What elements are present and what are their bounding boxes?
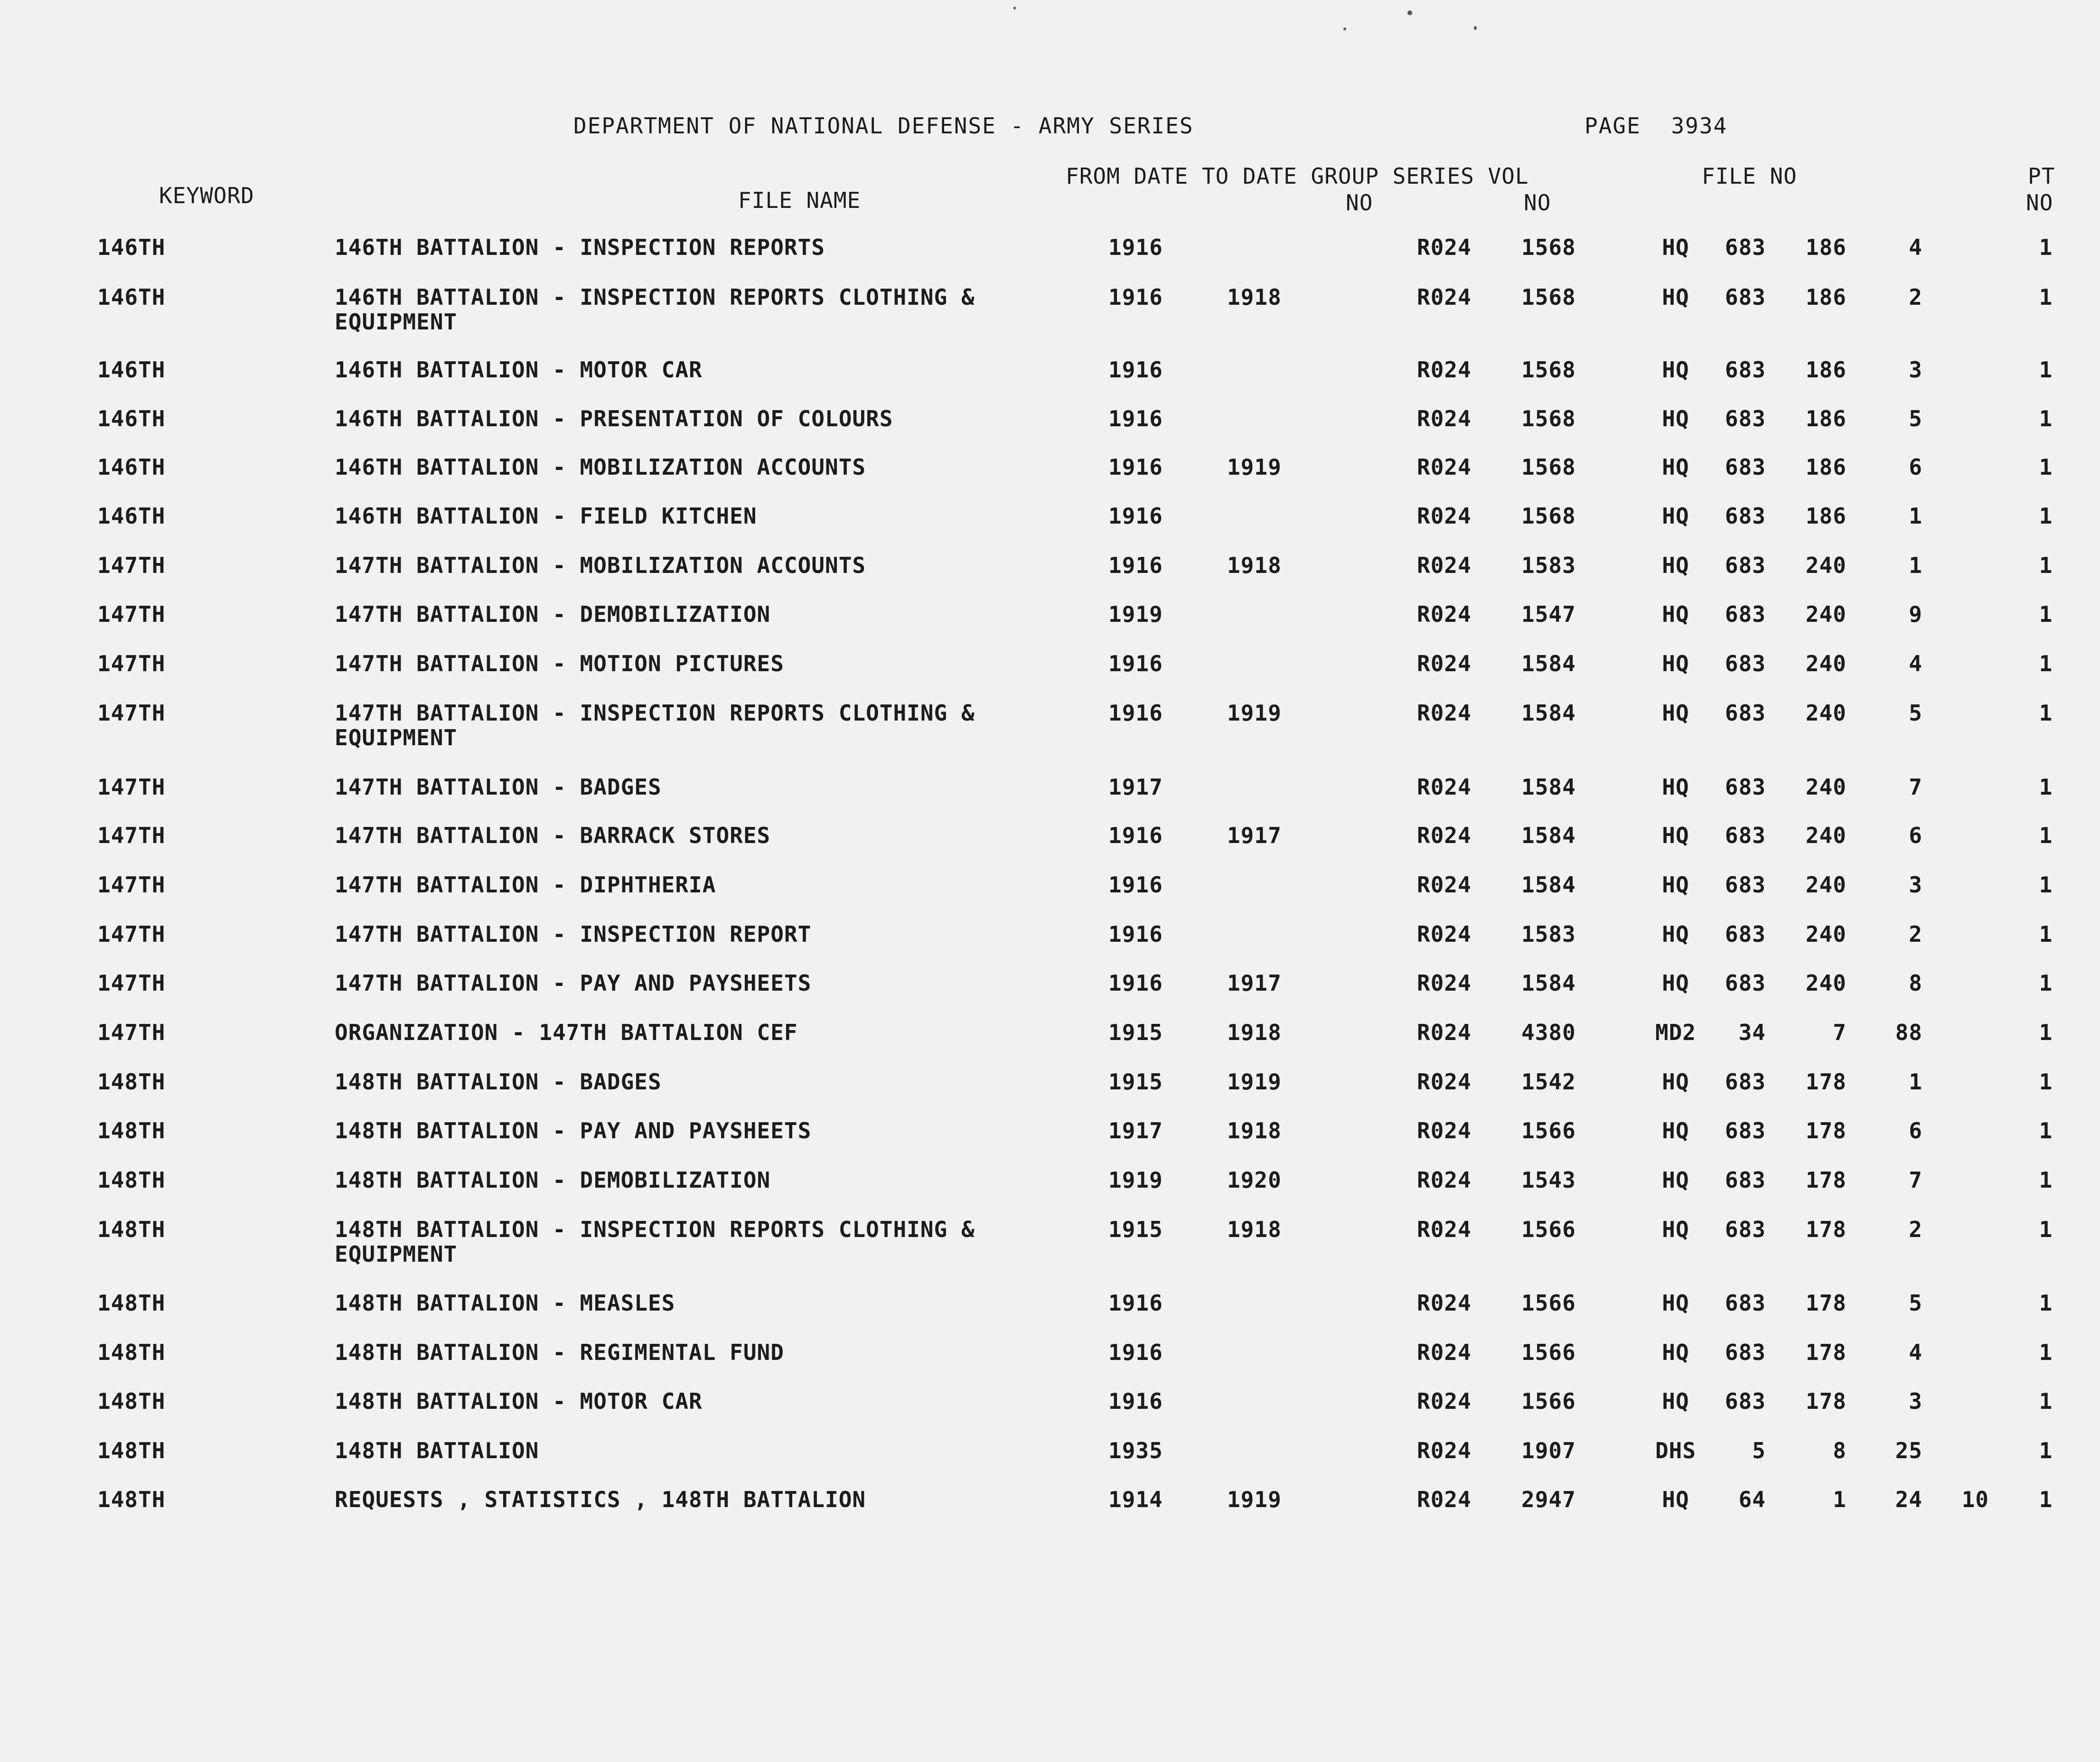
keyword-cell: 148TH: [97, 1290, 166, 1316]
file-no-part-1-cell: 683: [1725, 1388, 1766, 1414]
file-no-part-3-cell: 2: [1909, 284, 1922, 310]
file-no-part-2-cell: 240: [1805, 823, 1847, 848]
keyword-cell: 147TH: [97, 823, 166, 848]
file-no-part-1-cell: 34: [1738, 1020, 1766, 1045]
pt-no-cell: 1: [2039, 921, 2053, 947]
scan-speck: [1343, 28, 1346, 30]
keyword-cell: 148TH: [97, 1069, 166, 1095]
keyword-cell: 146TH: [97, 357, 166, 383]
file-no-prefix-cell: HQ: [1662, 1217, 1689, 1242]
keyword-cell: 147TH: [97, 1020, 166, 1045]
series-cell: R024: [1417, 284, 1472, 310]
keyword-cell: 147TH: [97, 553, 166, 578]
pt-no-cell: 1: [2039, 1020, 2053, 1045]
file-no-part-3-cell: 5: [1909, 406, 1922, 431]
file-no-part-1-cell: 683: [1725, 774, 1766, 800]
file-no-part-3-cell: 2: [1909, 921, 1922, 947]
from-date-cell: 1917: [1108, 774, 1163, 800]
file-no-prefix-cell: HQ: [1662, 284, 1689, 310]
file-no-part-3-cell: 1: [1909, 503, 1922, 529]
series-cell: R024: [1417, 823, 1472, 848]
file-no-prefix-cell: HQ: [1662, 823, 1689, 848]
series-cell: R024: [1417, 700, 1472, 726]
vol-no-cell: 1568: [1521, 406, 1576, 431]
file-no-part-1-cell: 683: [1725, 823, 1766, 848]
file-name-cell: 147TH BATTALION - BADGES: [335, 774, 662, 800]
file-name-cell: 148TH BATTALION - PAY AND PAYSHEETS: [335, 1118, 812, 1143]
file-no-part-2-cell: 7: [1833, 1020, 1847, 1045]
from-date-cell: 1915: [1108, 1020, 1163, 1045]
file-name-cell: 147TH BATTALION - BARRACK STORES: [335, 823, 771, 848]
vol-no-cell: 1584: [1521, 700, 1576, 726]
pt-no-cell: 1: [2039, 454, 2053, 480]
vol-no-cell: 1907: [1521, 1438, 1576, 1463]
file-name-cell: 146TH BATTALION - MOBILIZATION ACCOUNTS: [335, 454, 866, 480]
pt-no-cell: 1: [2039, 406, 2053, 431]
file-name-cell: 148TH BATTALION - REGIMENTAL FUND: [335, 1340, 784, 1365]
from-date-cell: 1916: [1108, 921, 1163, 947]
file-no-part-1-cell: 683: [1725, 1069, 1766, 1095]
pt-no-cell: 1: [2039, 284, 2053, 310]
file-no-prefix-cell: HQ: [1662, 553, 1689, 578]
vol-no-cell: 1566: [1521, 1217, 1576, 1242]
file-name-cell: 147TH BATTALION - INSPECTION REPORT: [335, 921, 812, 947]
from-date-cell: 1914: [1108, 1487, 1163, 1512]
from-date-cell: 1916: [1108, 1290, 1163, 1316]
keyword-cell: 146TH: [97, 284, 166, 310]
from-date-cell: 1916: [1108, 872, 1163, 898]
file-no-prefix-cell: HQ: [1662, 970, 1689, 996]
file-no-prefix-cell: HQ: [1662, 234, 1689, 260]
file-no-part-2-cell: 178: [1805, 1167, 1847, 1193]
file-no-part-3-cell: 4: [1909, 651, 1922, 676]
vol-no-cell: 1584: [1521, 970, 1576, 996]
file-no-prefix-cell: DHS: [1655, 1438, 1697, 1463]
file-no-part-1-cell: 683: [1725, 872, 1766, 898]
file-no-part-3-cell: 7: [1909, 1167, 1922, 1193]
file-no-prefix-cell: HQ: [1662, 651, 1689, 676]
header-dates-group-series-vol: FROM DATE TO DATE GROUP SERIES VOL: [1066, 163, 1529, 189]
vol-no-cell: 1584: [1521, 774, 1576, 800]
file-no-prefix-cell: HQ: [1662, 454, 1689, 480]
file-no-part-2-cell: 178: [1805, 1388, 1847, 1414]
series-cell: R024: [1417, 234, 1472, 260]
page-number: 3934: [1671, 113, 1728, 139]
header-pt: PT: [2028, 163, 2055, 189]
from-date-cell: 1916: [1108, 553, 1163, 578]
file-name-cell: 148TH BATTALION - MOTOR CAR: [335, 1388, 703, 1414]
file-no-part-1-cell: 683: [1725, 284, 1766, 310]
file-no-part-3-cell: 6: [1909, 1118, 1922, 1143]
pt-no-cell: 1: [2039, 872, 2053, 898]
file-no-part-1-cell: 683: [1725, 1118, 1766, 1143]
file-no-part-3-cell: 25: [1895, 1438, 1922, 1463]
keyword-cell: 148TH: [97, 1217, 166, 1242]
keyword-cell: 147TH: [97, 970, 166, 996]
vol-no-cell: 1543: [1521, 1167, 1576, 1193]
pt-no-cell: 1: [2039, 1118, 2053, 1143]
file-no-part-2-cell: 186: [1805, 357, 1847, 383]
to-date-cell: 1918: [1227, 1020, 1282, 1045]
pt-no-cell: 1: [2039, 823, 2053, 848]
from-date-cell: 1916: [1108, 503, 1163, 529]
file-no-part-3-cell: 7: [1909, 774, 1922, 800]
file-no-part-1-cell: 683: [1725, 1290, 1766, 1316]
series-cell: R024: [1417, 1388, 1472, 1414]
file-no-part-3-cell: 1: [1909, 1069, 1922, 1095]
series-cell: R024: [1417, 454, 1472, 480]
vol-no-cell: 1568: [1521, 234, 1576, 260]
file-name-cell: 146TH BATTALION - MOTOR CAR: [335, 357, 703, 383]
file-no-part-2-cell: 240: [1805, 553, 1847, 578]
keyword-cell: 148TH: [97, 1388, 166, 1414]
pt-no-cell: 1: [2039, 1487, 2053, 1512]
file-no-part-2-cell: 178: [1805, 1217, 1847, 1242]
header-keyword: KEYWORD: [159, 183, 254, 208]
from-date-cell: 1916: [1108, 454, 1163, 480]
file-name-cell: 147TH BATTALION - MOBILIZATION ACCOUNTS: [335, 553, 866, 578]
file-no-part-1-cell: 683: [1725, 1167, 1766, 1193]
vol-no-cell: 1566: [1521, 1340, 1576, 1365]
series-cell: R024: [1417, 1438, 1472, 1463]
series-cell: R024: [1417, 406, 1472, 431]
header-file-no: FILE NO: [1702, 163, 1797, 189]
vol-no-cell: 1542: [1521, 1069, 1576, 1095]
page-label: PAGE: [1584, 113, 1641, 139]
pt-no-cell: 1: [2039, 1217, 2053, 1242]
series-cell: R024: [1417, 1069, 1472, 1095]
file-no-part-3-cell: 6: [1909, 454, 1922, 480]
file-no-part-2-cell: 178: [1805, 1069, 1847, 1095]
series-cell: R024: [1417, 651, 1472, 676]
from-date-cell: 1917: [1108, 1118, 1163, 1143]
file-no-part-1-cell: 683: [1725, 1217, 1766, 1242]
file-name-cell: 147TH BATTALION - MOTION PICTURES: [335, 651, 784, 676]
from-date-cell: 1916: [1108, 234, 1163, 260]
vol-no-cell: 1566: [1521, 1290, 1576, 1316]
file-no-part-2-cell: 1: [1833, 1487, 1847, 1512]
pt-no-cell: 1: [2039, 970, 2053, 996]
file-no-part-1-cell: 683: [1725, 601, 1766, 627]
file-no-part-2-cell: 178: [1805, 1118, 1847, 1143]
file-no-part-2-cell: 186: [1805, 454, 1847, 480]
vol-no-cell: 1568: [1521, 503, 1576, 529]
keyword-cell: 147TH: [97, 601, 166, 627]
file-no-part-1-cell: 683: [1725, 454, 1766, 480]
file-no-part-2-cell: 240: [1805, 774, 1847, 800]
vol-no-cell: 1583: [1521, 921, 1576, 947]
series-cell: R024: [1417, 1217, 1472, 1242]
from-date-cell: 1919: [1108, 601, 1163, 627]
file-no-prefix-cell: HQ: [1662, 503, 1689, 529]
file-no-part-1-cell: 683: [1725, 1340, 1766, 1365]
file-no-prefix-cell: HQ: [1662, 1167, 1689, 1193]
to-date-cell: 1919: [1227, 700, 1282, 726]
from-date-cell: 1915: [1108, 1069, 1163, 1095]
file-no-part-1-cell: 683: [1725, 503, 1766, 529]
file-no-part-2-cell: 240: [1805, 921, 1847, 947]
pt-no-cell: 1: [2039, 1438, 2053, 1463]
keyword-cell: 146TH: [97, 454, 166, 480]
series-cell: R024: [1417, 553, 1472, 578]
file-no-part-3-cell: 5: [1909, 700, 1922, 726]
series-cell: R024: [1417, 921, 1472, 947]
file-no-prefix-cell: HQ: [1662, 1487, 1689, 1512]
to-date-cell: 1917: [1227, 970, 1282, 996]
pt-no-cell: 1: [2039, 553, 2053, 578]
file-name-cell: 147TH BATTALION - PAY AND PAYSHEETS: [335, 970, 812, 996]
scan-speck: [1013, 7, 1016, 9]
scan-speck: [1407, 10, 1412, 15]
to-date-cell: 1918: [1227, 1118, 1282, 1143]
file-no-part-3-cell: 8: [1909, 970, 1922, 996]
keyword-cell: 147TH: [97, 651, 166, 676]
keyword-cell: 148TH: [97, 1438, 166, 1463]
file-no-prefix-cell: HQ: [1662, 1069, 1689, 1095]
header-pt-no: NO: [2026, 190, 2053, 216]
file-no-part-3-cell: 88: [1895, 1020, 1922, 1045]
file-name-cell: 146TH BATTALION - INSPECTION REPORTS: [335, 234, 825, 260]
file-no-part-3-cell: 24: [1895, 1487, 1922, 1512]
file-no-part-1-cell: 683: [1725, 921, 1766, 947]
keyword-cell: 148TH: [97, 1118, 166, 1143]
series-cell: R024: [1417, 1167, 1472, 1193]
vol-no-cell: 1547: [1521, 601, 1576, 627]
file-no-part-2-cell: 8: [1833, 1438, 1847, 1463]
keyword-cell: 146TH: [97, 503, 166, 529]
file-no-part-1-cell: 683: [1725, 234, 1766, 260]
pt-no-cell: 1: [2039, 651, 2053, 676]
keyword-cell: 146TH: [97, 406, 166, 431]
vol-no-cell: 1584: [1521, 823, 1576, 848]
to-date-cell: 1918: [1227, 284, 1282, 310]
keyword-cell: 147TH: [97, 700, 166, 726]
file-name-cell: 147TH BATTALION - INSPECTION REPORTS CLOTHING & EQUIPMENT: [335, 700, 975, 750]
file-no-part-1-cell: 683: [1725, 970, 1766, 996]
file-name-cell: 147TH BATTALION - DEMOBILIZATION: [335, 601, 771, 627]
file-name-cell: 148TH BATTALION: [335, 1438, 539, 1463]
document-title: DEPARTMENT OF NATIONAL DEFENSE - ARMY SERIES: [573, 113, 1194, 139]
file-no-part-2-cell: 178: [1805, 1340, 1847, 1365]
vol-no-cell: 1568: [1521, 454, 1576, 480]
series-cell: R024: [1417, 1118, 1472, 1143]
file-no-prefix-cell: HQ: [1662, 406, 1689, 431]
vol-no-cell: 1584: [1521, 651, 1576, 676]
from-date-cell: 1915: [1108, 1217, 1163, 1242]
keyword-cell: 148TH: [97, 1487, 166, 1512]
file-no-part-2-cell: 186: [1805, 284, 1847, 310]
vol-no-cell: 1568: [1521, 284, 1576, 310]
file-no-part-3-cell: 5: [1909, 1290, 1922, 1316]
series-cell: R024: [1417, 503, 1472, 529]
keyword-cell: 147TH: [97, 774, 166, 800]
from-date-cell: 1916: [1108, 406, 1163, 431]
keyword-cell: 148TH: [97, 1167, 166, 1193]
file-no-prefix-cell: HQ: [1662, 1290, 1689, 1316]
file-name-cell: 148TH BATTALION - BADGES: [335, 1069, 662, 1095]
header-file-name: FILE NAME: [738, 187, 861, 213]
pt-no-cell: 1: [2039, 234, 2053, 260]
series-cell: R024: [1417, 1340, 1472, 1365]
keyword-cell: 147TH: [97, 872, 166, 898]
file-name-cell: 147TH BATTALION - DIPHTHERIA: [335, 872, 716, 898]
file-no-part-2-cell: 240: [1805, 700, 1847, 726]
file-no-part-1-cell: 64: [1738, 1487, 1766, 1512]
from-date-cell: 1916: [1108, 357, 1163, 383]
vol-no-cell: 1583: [1521, 553, 1576, 578]
to-date-cell: 1919: [1227, 454, 1282, 480]
file-no-part-3-cell: 4: [1909, 234, 1922, 260]
file-no-part-3-cell: 9: [1909, 601, 1922, 627]
file-no-part-4-cell: 10: [1961, 1487, 1989, 1512]
series-cell: R024: [1417, 872, 1472, 898]
file-no-prefix-cell: HQ: [1662, 1340, 1689, 1365]
file-no-part-1-cell: 683: [1725, 406, 1766, 431]
file-no-prefix-cell: MD2: [1655, 1020, 1697, 1045]
file-name-cell: REQUESTS , STATISTICS , 148TH BATTALION: [335, 1487, 866, 1512]
file-no-part-2-cell: 178: [1805, 1290, 1847, 1316]
file-no-prefix-cell: HQ: [1662, 357, 1689, 383]
file-no-part-2-cell: 240: [1805, 651, 1847, 676]
pt-no-cell: 1: [2039, 700, 2053, 726]
from-date-cell: 1916: [1108, 823, 1163, 848]
file-no-part-2-cell: 186: [1805, 406, 1847, 431]
page-indicator: [1584, 113, 1727, 139]
pt-no-cell: 1: [2039, 357, 2053, 383]
file-name-cell: ORGANIZATION - 147TH BATTALION CEF: [335, 1020, 798, 1045]
pt-no-cell: 1: [2039, 774, 2053, 800]
pt-no-cell: 1: [2039, 1340, 2053, 1365]
vol-no-cell: 1566: [1521, 1388, 1576, 1414]
file-no-prefix-cell: HQ: [1662, 700, 1689, 726]
file-no-part-3-cell: 3: [1909, 357, 1922, 383]
to-date-cell: 1919: [1227, 1069, 1282, 1095]
file-name-cell: 146TH BATTALION - FIELD KITCHEN: [335, 503, 757, 529]
to-date-cell: 1917: [1227, 823, 1282, 848]
vol-no-cell: 1568: [1521, 357, 1576, 383]
file-no-part-2-cell: 240: [1805, 872, 1847, 898]
scan-speck: [1474, 26, 1477, 30]
series-cell: R024: [1417, 601, 1472, 627]
pt-no-cell: 1: [2039, 1290, 2053, 1316]
file-no-part-1-cell: 5: [1752, 1438, 1766, 1463]
series-cell: R024: [1417, 774, 1472, 800]
file-no-part-3-cell: 2: [1909, 1217, 1922, 1242]
file-name-cell: 148TH BATTALION - DEMOBILIZATION: [335, 1167, 771, 1193]
series-cell: R024: [1417, 970, 1472, 996]
vol-no-cell: 1584: [1521, 872, 1576, 898]
vol-no-cell: 2947: [1521, 1487, 1576, 1512]
from-date-cell: 1919: [1108, 1167, 1163, 1193]
from-date-cell: 1935: [1108, 1438, 1163, 1463]
file-no-prefix-cell: HQ: [1662, 921, 1689, 947]
file-no-part-2-cell: 186: [1805, 503, 1847, 529]
series-cell: R024: [1417, 1020, 1472, 1045]
file-no-part-1-cell: 683: [1725, 700, 1766, 726]
vol-no-cell: 4380: [1521, 1020, 1576, 1045]
to-date-cell: 1918: [1227, 553, 1282, 578]
from-date-cell: 1916: [1108, 970, 1163, 996]
file-no-prefix-cell: HQ: [1662, 601, 1689, 627]
keyword-cell: 146TH: [97, 234, 166, 260]
series-cell: R024: [1417, 357, 1472, 383]
file-name-cell: 148TH BATTALION - INSPECTION REPORTS CLOTHING & EQUIPMENT: [335, 1217, 975, 1267]
file-no-part-3-cell: 4: [1909, 1340, 1922, 1365]
from-date-cell: 1916: [1108, 700, 1163, 726]
pt-no-cell: 1: [2039, 1069, 2053, 1095]
header-vol-no: NO: [1524, 190, 1551, 216]
from-date-cell: 1916: [1108, 1340, 1163, 1365]
file-name-cell: 148TH BATTALION - MEASLES: [335, 1290, 675, 1316]
from-date-cell: 1916: [1108, 1388, 1163, 1414]
file-no-part-2-cell: 240: [1805, 970, 1847, 996]
pt-no-cell: 1: [2039, 503, 2053, 529]
file-no-part-2-cell: 186: [1805, 234, 1847, 260]
file-no-part-3-cell: 3: [1909, 1388, 1922, 1414]
to-date-cell: 1919: [1227, 1487, 1282, 1512]
pt-no-cell: 1: [2039, 1167, 2053, 1193]
keyword-cell: 147TH: [97, 921, 166, 947]
keyword-cell: 148TH: [97, 1340, 166, 1365]
file-no-part-1-cell: 683: [1725, 357, 1766, 383]
file-no-part-3-cell: 3: [1909, 872, 1922, 898]
pt-no-cell: 1: [2039, 601, 2053, 627]
file-no-prefix-cell: HQ: [1662, 1118, 1689, 1143]
file-no-prefix-cell: HQ: [1662, 774, 1689, 800]
file-name-cell: 146TH BATTALION - PRESENTATION OF COLOURS: [335, 406, 893, 431]
series-cell: R024: [1417, 1290, 1472, 1316]
file-no-prefix-cell: HQ: [1662, 872, 1689, 898]
file-no-part-1-cell: 683: [1725, 553, 1766, 578]
from-date-cell: 1916: [1108, 651, 1163, 676]
file-no-prefix-cell: HQ: [1662, 1388, 1689, 1414]
to-date-cell: 1920: [1227, 1167, 1282, 1193]
pt-no-cell: 1: [2039, 1388, 2053, 1414]
to-date-cell: 1918: [1227, 1217, 1282, 1242]
header-group-no: NO: [1346, 190, 1373, 216]
file-no-part-3-cell: 1: [1909, 553, 1922, 578]
series-cell: R024: [1417, 1487, 1472, 1512]
file-no-part-1-cell: 683: [1725, 651, 1766, 676]
file-name-cell: 146TH BATTALION - INSPECTION REPORTS CLOTHING & EQUIPMENT: [335, 284, 975, 335]
from-date-cell: 1916: [1108, 284, 1163, 310]
vol-no-cell: 1566: [1521, 1118, 1576, 1143]
file-no-part-2-cell: 240: [1805, 601, 1847, 627]
file-no-part-3-cell: 6: [1909, 823, 1922, 848]
